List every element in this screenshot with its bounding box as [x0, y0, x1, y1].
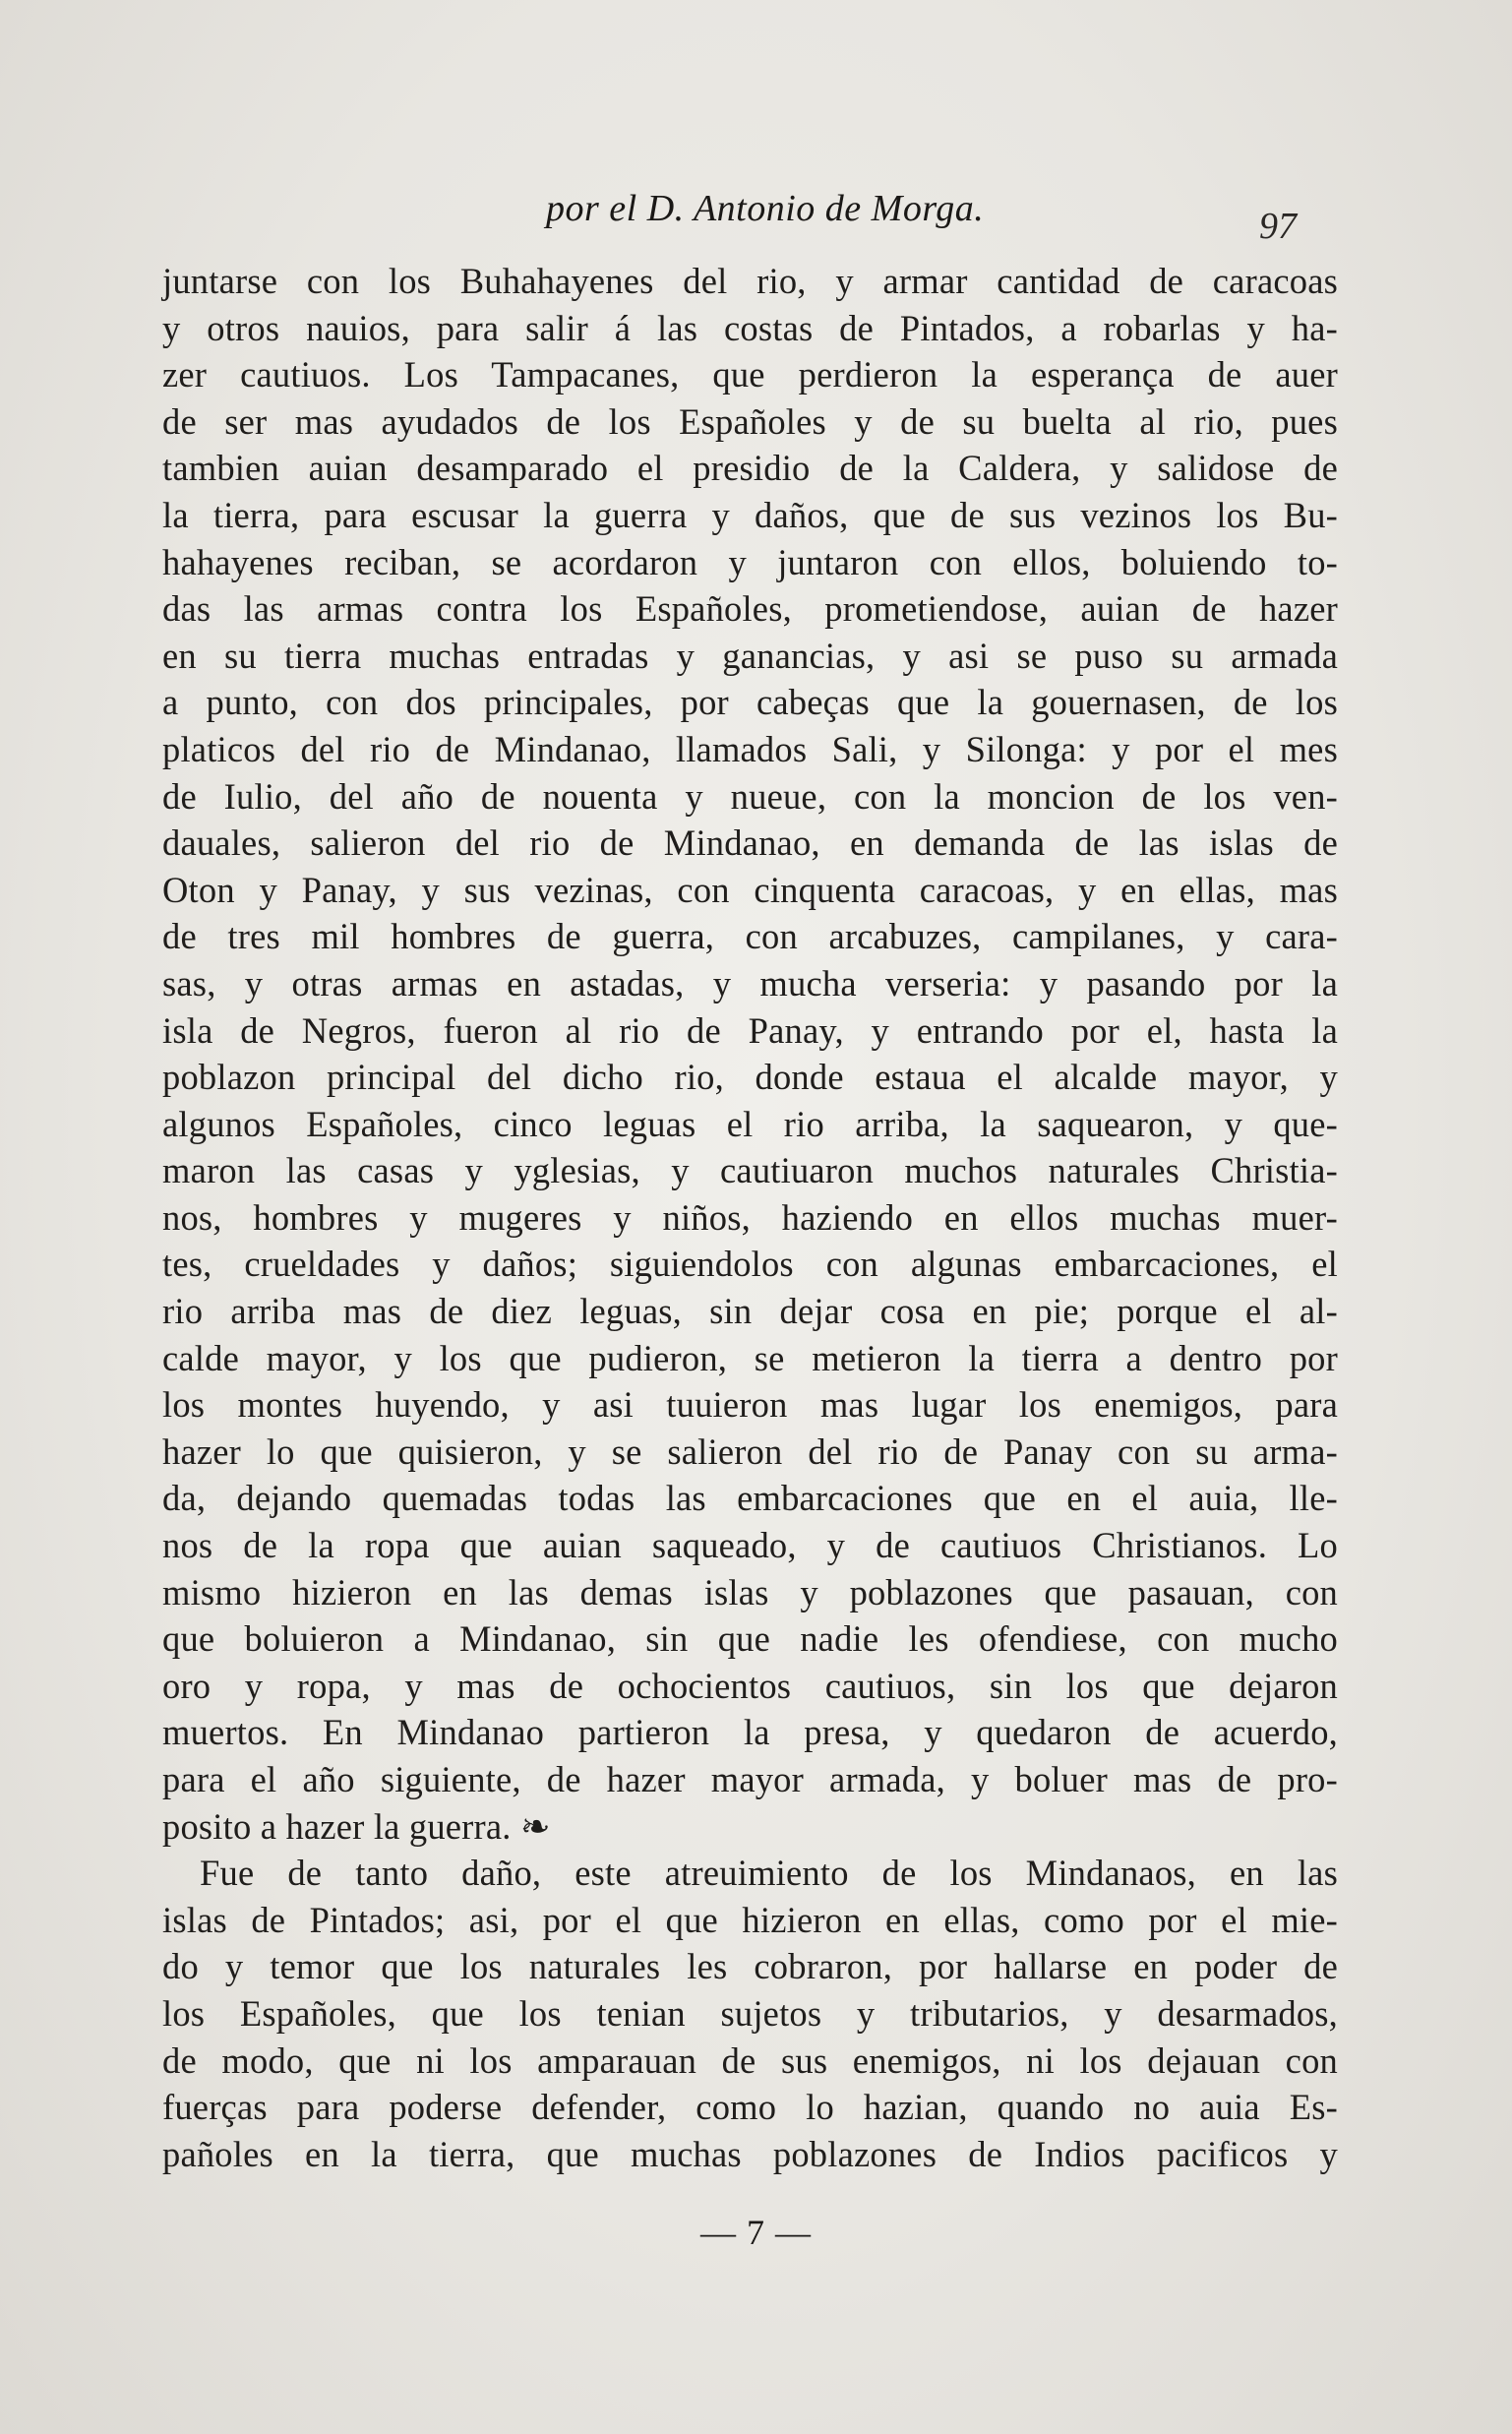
- signature-mark: — 7 —: [700, 2213, 812, 2252]
- text-line: muertos. En Mindanao partieron la presa, y quedaron de acuerdo,: [162, 1712, 1338, 1753]
- text-line: maron las casas y yglesias, y cautiuaron muchos naturales Christia-: [162, 1150, 1338, 1191]
- text-line: zer cautiuos. Los Tampacanes, que perdieron la esperança de auer: [162, 354, 1338, 396]
- text-line: isla de Negros, fueron al rio de Panay, y entrando por el, hasta la: [162, 1009, 1338, 1051]
- text-line: en su tierra muchas entradas y ganancias, y asi se puso su armada: [162, 635, 1338, 676]
- text-line: de ser mas ayudados de los Españoles y de su buelta al rio, pues: [162, 400, 1338, 442]
- text-line: Oton y Panay, y sus vezinas, con cinquenta caracoas, y en ellas, mas: [162, 869, 1338, 910]
- paragraph-first-line: Fue de tanto daño, este atreuimiento de los Mindanaos, en las: [200, 1853, 1338, 1894]
- text-line: y otros nauios, para salir á las costas de Pintados, a robarlas y ha-: [162, 307, 1338, 348]
- text-line: sas, y otras armas en astadas, y mucha verseria: y pasando por la: [162, 962, 1338, 1004]
- text-line: fuerças para poderse defender, como lo hazian, quando no auia Es-: [162, 2087, 1338, 2128]
- text-line: algunos Españoles, cinco leguas el rio arriba, la saquearon, y que-: [162, 1103, 1338, 1144]
- text-line: hahayenes reciban, se acordaron y juntaron con ellos, boluiendo to-: [162, 541, 1338, 582]
- text-line: nos, hombres y mugeres y niños, haziendo en ellos muchas muer-: [162, 1196, 1338, 1238]
- text-line: tes, crueldades y daños; siguiendolos con algunas embarcaciones, el: [162, 1244, 1338, 1285]
- text-line: a punto, con dos principales, por cabeças que la gouernasen, de los: [162, 682, 1338, 723]
- page-number: 97: [1259, 206, 1297, 247]
- text-line: de tres mil hombres de guerra, con arcabuzes, campilanes, y cara-: [162, 916, 1338, 957]
- text-line: los montes huyendo, y asi tuuieron mas lugar los enemigos, para: [162, 1384, 1338, 1426]
- text-line: calde mayor, y los que pudieron, se metieron la tierra a dentro por: [162, 1337, 1338, 1378]
- text-line: juntarse con los Buhahayenes del rio, y armar cantidad de caracoas: [162, 261, 1338, 301]
- text-line: do y temor que los naturales les cobraron, por hallarse en poder de: [162, 1946, 1338, 1987]
- body-text: [162, 258, 1338, 2177]
- text-line: de modo, que ni los amparauan de sus enemigos, ni los dejauan con: [162, 2039, 1338, 2081]
- text-line: rio arriba mas de diez leguas, sin dejar cosa en pie; porque el al-: [162, 1291, 1338, 1332]
- text-line: dauales, salieron del rio de Mindanao, en demanda de las islas de: [162, 822, 1338, 864]
- text-line: mismo hizieron en las demas islas y poblazones que pasauan, con: [162, 1571, 1338, 1613]
- text-line: para el año siguiente, de hazer mayor armada, y boluer mas de pro-: [162, 1759, 1338, 1799]
- text-line: pañoles en la tierra, que muchas poblazones de Indios pacificos y: [162, 2133, 1338, 2174]
- paragraph-end-line: posito a hazer la guerra. ❧: [162, 1805, 551, 1847]
- running-head: por el D. Antonio de Morga.: [546, 188, 985, 229]
- page-header: [0, 187, 1512, 246]
- text-line: das las armas contra los Españoles, prometiendose, auian de hazer: [162, 588, 1338, 630]
- text-line: platicos del rio de Mindanao, llamados Sali, y Silonga: y por el mes: [162, 728, 1338, 769]
- text-line: da, dejando quemadas todas las embarcaciones que en el auia, lle-: [162, 1478, 1338, 1519]
- text-line: tambien auian desamparado el presidio de la Caldera, y salidose de: [162, 448, 1338, 489]
- text-line: hazer lo que quisieron, y se salieron del rio de Panay con su arma-: [162, 1430, 1338, 1472]
- text-line: nos de la ropa que auian saqueado, y de cautiuos Christianos. Lo: [162, 1525, 1338, 1566]
- text-line: que boluieron a Mindanao, sin que nadie les ofendiese, con mucho: [162, 1618, 1338, 1660]
- text-line: oro y ropa, y mas de ochocientos cautiuos, sin los que dejaron: [162, 1665, 1338, 1706]
- text-line: los Españoles, que los tenian sujetos y tributarios, y desarmados,: [162, 1992, 1338, 2034]
- text-line: islas de Pintados; asi, por el que hizieron en ellas, como por el mie-: [162, 1899, 1338, 1940]
- text-line: la tierra, para escusar la guerra y daños, que de sus vezinos los Bu-: [162, 494, 1338, 535]
- text-line: poblazon principal del dicho rio, donde estaua el alcalde mayor, y: [162, 1057, 1338, 1098]
- text-line: de Iulio, del año de nouenta y nueue, con la moncion de los ven-: [162, 775, 1338, 817]
